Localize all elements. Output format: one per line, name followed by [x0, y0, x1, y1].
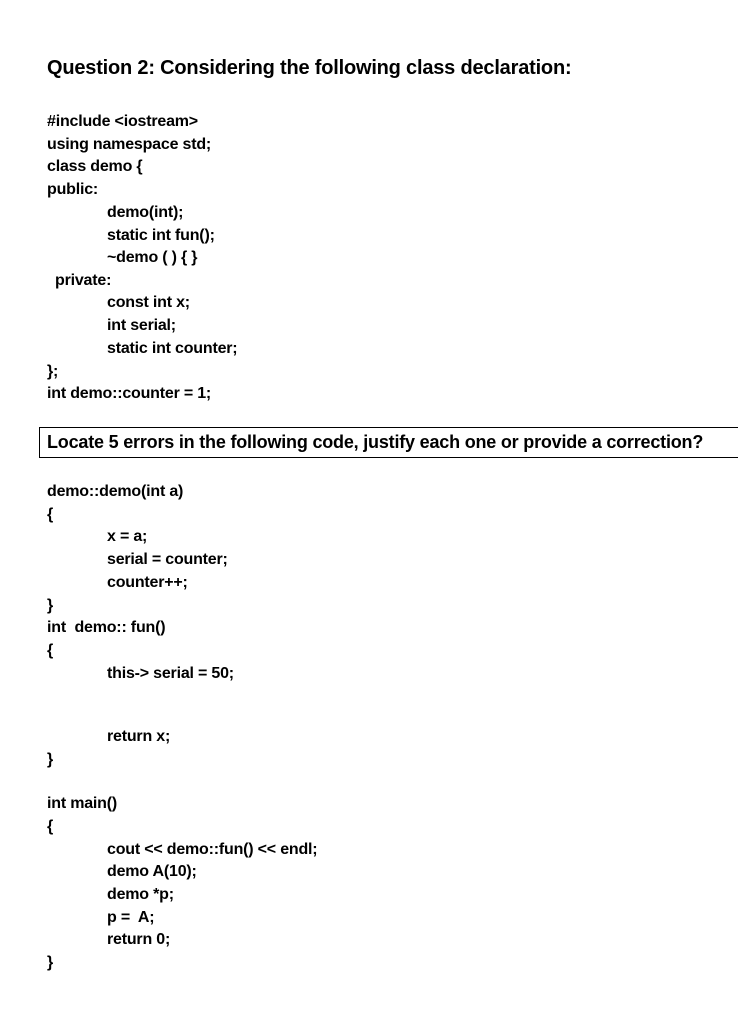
- code-line: demo A(10);: [107, 863, 197, 880]
- code-line: x = a;: [107, 528, 148, 545]
- code-line: return x;: [107, 728, 171, 745]
- code-line: serial = counter;: [107, 551, 228, 568]
- task-box: [39, 427, 738, 458]
- code-line: int demo::counter = 1;: [47, 385, 212, 402]
- code-line: this-> serial = 50;: [107, 665, 234, 682]
- code-line: static int fun();: [107, 227, 215, 244]
- question-title: Question 2: Considering the following class declaration:: [47, 57, 572, 79]
- code-line: int main(): [47, 795, 117, 812]
- code-line: return 0;: [107, 931, 171, 948]
- code-line: using namespace std;: [47, 136, 212, 153]
- code-line: p = A;: [107, 909, 155, 926]
- code-line: {: [47, 818, 54, 835]
- code-line: ~demo ( ) { }: [107, 249, 198, 266]
- code-line: {: [47, 506, 54, 523]
- code-line: counter++;: [107, 574, 188, 591]
- code-line: cout << demo::fun() << endl;: [107, 841, 318, 858]
- code-line: class demo {: [47, 158, 143, 175]
- code-line: };: [47, 363, 59, 380]
- code-line: demo::demo(int a): [47, 483, 184, 500]
- code-line: static int counter;: [107, 340, 238, 357]
- code-line: }: [47, 954, 54, 971]
- code-line: }: [47, 751, 54, 768]
- task-instruction: Locate 5 errors in the following code, justify each one or provide a correction?: [47, 432, 704, 452]
- code-line: int demo:: fun(): [47, 619, 166, 636]
- code-line: demo(int);: [107, 204, 184, 221]
- code-line: public:: [47, 181, 99, 198]
- code-line: }: [47, 597, 54, 614]
- code-line: {: [47, 642, 54, 659]
- code-line: int serial;: [107, 317, 176, 334]
- code-line: #include <iostream>: [47, 113, 198, 130]
- code-line: private:: [55, 272, 112, 289]
- code-line: const int x;: [107, 294, 190, 311]
- code-line: demo *p;: [107, 886, 174, 903]
